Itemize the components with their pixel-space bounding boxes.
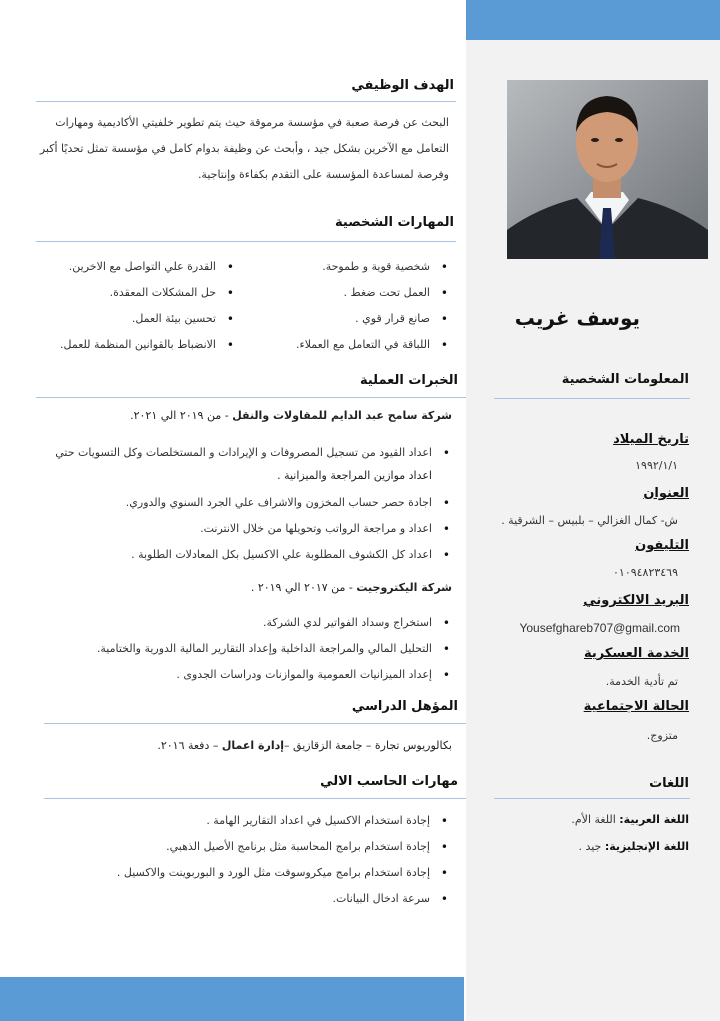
english-label: اللغة الإنجليزية:: [604, 840, 689, 853]
phone-value: ٠١٠٩٤٨٢٣٤٦٩: [613, 566, 678, 579]
computer-skills-title: مهارات الحاسب الالي: [320, 774, 458, 789]
english-language: [578, 840, 689, 853]
list-item: • اعداد و مراجعة الرواتب وتحويلها من خلال الانترنت.: [32, 516, 452, 542]
objective-line-2: التعامل مع الآخرين بشكل جيد ، وأبحث عن وظيفة بدوام كامل في مؤسسة تمثل تحديًا أكبر: [39, 142, 449, 155]
languages-divider: [494, 798, 690, 799]
education-year: – دفعة ٢٠١٦.: [157, 739, 222, 752]
person-name: يوسف غريب: [514, 306, 640, 330]
computer-skills-divider: [44, 798, 466, 799]
list-item: • سرعة ادخال البيانات.: [50, 886, 450, 912]
education-title: المؤهل الدراسي: [351, 699, 458, 714]
list-item: • اللباقة في التعامل مع العملاء.: [250, 332, 450, 358]
email-label: البريد الالكتروني: [583, 593, 689, 608]
list-item: • العمل تحت ضغط .: [250, 280, 450, 306]
job-2-company: شركة اليكتروجيت: [356, 581, 452, 594]
job-1-header: [130, 409, 452, 422]
job-2-list: [32, 610, 452, 688]
list-item: • القدرة علي التواصل مع الاخرين.: [36, 254, 236, 280]
education-degree: بكالوريوس تجارة – جامعة الزقازيق –: [284, 739, 452, 752]
job-1-company: شركة سامح عبد الدايم للمقاولات والنقل: [232, 409, 452, 422]
list-item: • استخراج وسداد الفواتير لدي الشركة.: [32, 610, 452, 636]
list-item: • إعداد الميزانيات العمومية والموازنات ودراسات الجدوى .: [32, 662, 452, 688]
email-value: Yousefghareb707@gmail.com: [519, 621, 680, 635]
languages-title: اللغات: [649, 776, 689, 791]
job-1-list-cont: [32, 490, 452, 568]
list-item: • الانضباط بالقوانين المنظمة للعمل.: [36, 332, 236, 358]
education-major: إدارة اعمال: [221, 739, 285, 752]
experience-title: الخبرات العملية: [359, 373, 458, 388]
personal-skills-title: المهارات الشخصية: [335, 215, 454, 230]
list-item: • إجادة استخدام الاكسيل في اعداد التقارير الهامة .: [50, 808, 450, 834]
military-value: تم تأدية الخدمة.: [605, 675, 678, 688]
english-value: جيد .: [578, 840, 605, 853]
objective-line-3: وفرصة لمساعدة المؤسسة على التقدم بكفاءة وإنتاجية.: [197, 168, 449, 181]
education-divider: [44, 723, 466, 724]
top-accent-bar: [466, 0, 720, 40]
personal-skills-left-list: [36, 254, 236, 358]
job-1-continuation: اعداد موازين المراجعة والميزانية .: [277, 469, 432, 482]
marital-label: الحالة الاجتماعية: [583, 699, 689, 714]
computer-skills-list: [50, 808, 450, 912]
address-value: ش- كمال الغزالي – بلبيس – الشرقية .: [501, 514, 678, 527]
personal-info-divider: [494, 398, 690, 399]
list-item: • تحسين بيئة العمل.: [36, 306, 236, 332]
job-2-period: - من ٢٠١٧ الي ٢٠١٩ .: [250, 581, 357, 594]
list-item: • اجادة حصر حساب المخزون والاشراف علي الجرد السنوي والدوري.: [32, 490, 452, 516]
birth-label: تاريخ الميلاد: [613, 432, 689, 447]
address-label: العنوان: [643, 486, 689, 501]
marital-value: متزوج.: [646, 729, 678, 742]
objective-divider: [36, 101, 456, 102]
arabic-label: اللغة العربية:: [619, 813, 689, 826]
arabic-value: اللغة الأم.: [571, 813, 620, 826]
military-label: الخدمة العسكرية: [584, 646, 689, 661]
profile-photo: [507, 80, 708, 259]
list-item: • حل المشكلات المعقدة.: [36, 280, 236, 306]
personal-skills-divider: [36, 241, 456, 242]
list-item: • التحليل المالي والمراجعة الداخلية وإعداد التقارير المالية الدورية والختامية.: [32, 636, 452, 662]
bottom-accent-bar: [0, 977, 464, 1021]
list-item: • شخصية قوية و طموحة.: [250, 254, 450, 280]
experience-divider: [36, 397, 466, 398]
education-text: [157, 739, 452, 752]
list-item: • صانع قرار قوي .: [250, 306, 450, 332]
personal-info-title: المعلومات الشخصية: [561, 372, 689, 387]
list-item: • اعداد كل الكشوف المطلوبة علي الاكسيل بكل المعادلات الطلوبة .: [32, 542, 452, 568]
job-1-list: [32, 440, 452, 466]
job-2-header: [251, 581, 452, 594]
list-item: • إجادة استخدام برامج المحاسبة مثل برنامج الأصيل الذهبي.: [50, 834, 450, 860]
birth-value: ١٩٩٢/١/١: [635, 459, 678, 472]
objective-title: الهدف الوظيفي: [351, 78, 454, 93]
list-item: • اعداد القيود من تسجيل المصروفات و الإيرادات و المستخلصات وكل التسويات حتي: [32, 440, 452, 466]
objective-line-1: البحث عن فرصة صعبة في مؤسسة مرموقة حيث يتم تطوير خلفيتي الأكاديمية ومهارات: [55, 116, 449, 129]
arabic-language: [571, 813, 689, 826]
personal-skills-right-list: [250, 254, 450, 358]
phone-label: التليفون: [635, 538, 689, 553]
job-1-period: - من ٢٠١٩ الي ٢٠٢١.: [130, 409, 233, 422]
list-item: • إجادة استخدام برامج ميكروسوفت مثل الورد و البوربوينت والاكسيل .: [50, 860, 450, 886]
